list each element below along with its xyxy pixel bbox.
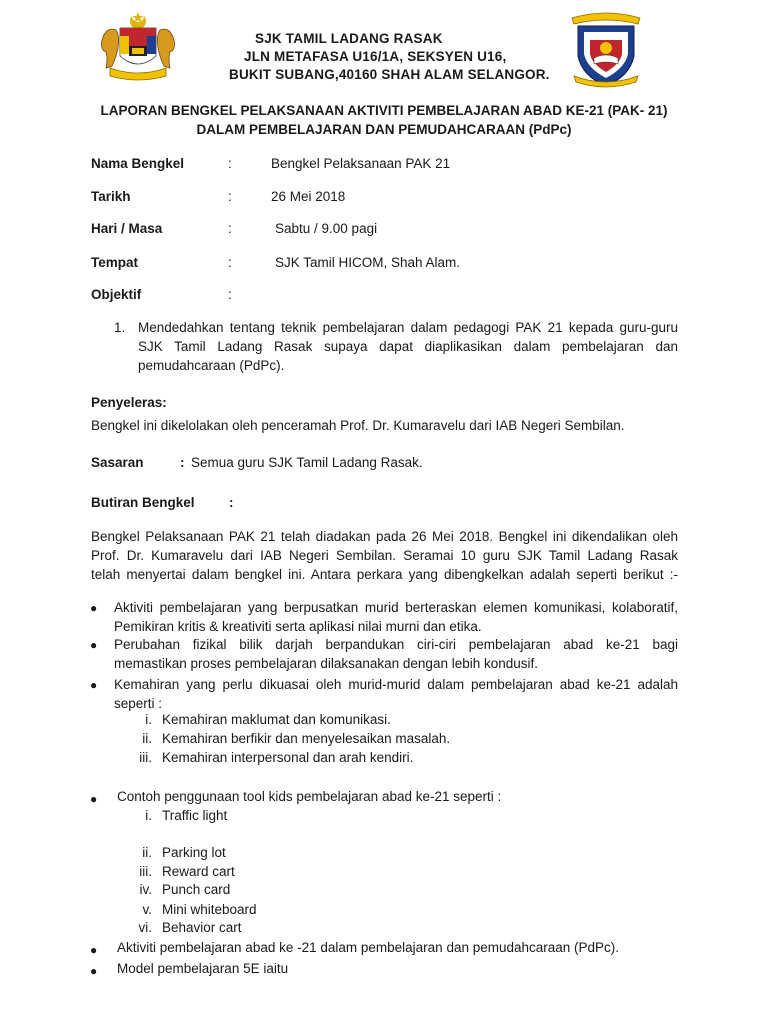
paragraph-line: Prof. Dr. Kumaravelu dari IAB Negeri Sembilan. Seramai 10 guru SJK Tamil Ladang Rasak — [91, 548, 678, 563]
bullet-icon: ● — [90, 678, 98, 692]
report-title-line-1: LAPORAN BENGKEL PELAKSANAAN AKTIVITI PEMBELAJARAN ABAD KE-21 (PAK- 21) — [100, 103, 668, 118]
bullet-line: seperti : — [114, 696, 163, 711]
value-nama-bengkel: Bengkel Pelaksanaan PAK 21 — [271, 156, 451, 171]
tool-number: ii. — [142, 845, 152, 860]
bullet-line: Perubahan fizikal bilik darjah berpandukan ciri-ciri pembelajaran abad ke-21 bagi — [114, 637, 678, 652]
objective-line: Mendedahkan tentang teknik pembelajaran dalam pedagogi PAK 21 kepada guru-guru — [138, 320, 678, 335]
skill-text: Kemahiran interpersonal dan arah kendiri. — [162, 750, 414, 765]
bullet-line: memastikan proses pembelajaran dilaksanakan dengan lebih kondusif. — [114, 656, 539, 671]
butiran-heading: Butiran Bengkel — [91, 495, 195, 510]
tool-text: Punch card — [162, 882, 231, 897]
paragraph-line: telah menyertai dalam bengkel ini. Antara perkara yang dibengkelkan adalah seperti berikut :- — [91, 567, 678, 582]
address-line-1: JLN METAFASA U16/1A, SEKSYEN U16, — [244, 49, 507, 64]
label-nama-bengkel: Nama Bengkel — [91, 156, 185, 171]
tools-bullet-text: Contoh penggunaan tool kids pembelajaran abad ke-21 seperti : — [117, 789, 502, 804]
school-crest-logo — [568, 10, 644, 88]
colon: : — [180, 455, 185, 470]
bullet-line: Aktiviti pembelajaran yang berpusatkan murid berteraskan elemen komunikasi, kolaboratif, — [114, 600, 678, 615]
tool-number: iii. — [139, 864, 152, 879]
skill-number: i. — [145, 712, 152, 727]
sasaran-label: Sasaran — [91, 455, 144, 470]
bullet-item — [114, 675, 678, 713]
objective-line: SJK Tamil Ladang Rasak supaya dapat diaplikasikan dalam pembelajaran dan — [138, 339, 678, 354]
colon: : — [228, 221, 232, 236]
sasaran-text: Semua guru SJK Tamil Ladang Rasak. — [191, 455, 423, 470]
skill-text: Kemahiran maklumat dan komunikasi. — [162, 712, 391, 727]
tool-text: Parking lot — [162, 845, 226, 860]
tool-number: iv. — [139, 882, 152, 897]
colon: : — [229, 495, 234, 510]
objective-number: 1. — [114, 320, 126, 335]
skill-number: iii. — [139, 750, 152, 765]
bullet-icon: ● — [90, 601, 98, 615]
objective-line: pemudahcaraan (PdPc). — [138, 358, 285, 373]
skill-number: ii. — [142, 731, 152, 746]
tool-text: Reward cart — [162, 864, 235, 879]
bullet-icon: ● — [90, 943, 98, 957]
butiran-paragraph — [91, 527, 678, 584]
label-tempat: Tempat — [91, 255, 139, 270]
tool-number: v. — [142, 902, 152, 917]
bullet-line: Pemikiran kritis & kreativiti serta aplikasi nilai murni dan etika. — [114, 619, 482, 634]
school-name: SJK TAMIL LADANG RASAK — [255, 31, 443, 46]
bullet-item — [114, 598, 678, 636]
tool-text: Traffic light — [162, 808, 228, 823]
label-hari-masa: Hari / Masa — [91, 221, 163, 236]
bullet-icon: ● — [90, 638, 98, 652]
colon: : — [228, 287, 232, 302]
bullet-icon: ● — [90, 792, 98, 806]
penyeleras-heading: Penyeleras: — [91, 395, 167, 410]
tool-number: vi. — [138, 920, 152, 935]
label-objektif: Objektif — [91, 287, 142, 302]
colon: : — [228, 156, 232, 171]
colon: : — [228, 189, 232, 204]
bullet-line: Kemahiran yang perlu dikuasai oleh murid-murid dalam pembelajaran abad ke-21 adalah — [114, 677, 678, 692]
report-title-line-2: DALAM PEMBELAJARAN DAN PEMUDAHCARAAN (PdPc) — [196, 122, 572, 137]
colon: : — [228, 255, 232, 270]
final-bullet-text: Model pembelajaran 5E iaitu — [117, 961, 289, 976]
final-bullet-text: Aktiviti pembelajaran abad ke -21 dalam pembelajaran dan pemudahcaraan (PdPc). — [117, 940, 620, 955]
bullet-icon: ● — [90, 964, 98, 978]
skill-text: Kemahiran berfikir dan menyelesaikan masalah. — [162, 731, 451, 746]
penyeleras-text: Bengkel ini dikelolakan oleh penceramah Prof. Dr. Kumaravelu dari IAB Negeri Sembilan. — [91, 418, 625, 433]
tool-text: Behavior cart — [162, 920, 242, 935]
bullet-item — [114, 635, 678, 673]
value-tempat: SJK Tamil HICOM, Shah Alam. — [275, 255, 461, 270]
label-tarikh: Tarikh — [91, 189, 131, 204]
value-hari-masa: Sabtu / 9.00 pagi — [275, 221, 378, 236]
paragraph-line: Bengkel Pelaksanaan PAK 21 telah diadakan pada 26 Mei 2018. Bengkel ini dikendalikan oleh — [91, 529, 678, 544]
tool-number: i. — [145, 808, 152, 823]
address-line-2: BUKIT SUBANG,40160 SHAH ALAM SELANGOR. — [229, 67, 550, 82]
value-tarikh: 26 Mei 2018 — [271, 189, 346, 204]
tool-text: Mini whiteboard — [162, 902, 257, 917]
coat-of-arms-logo — [96, 10, 180, 82]
objective-text — [138, 318, 678, 375]
